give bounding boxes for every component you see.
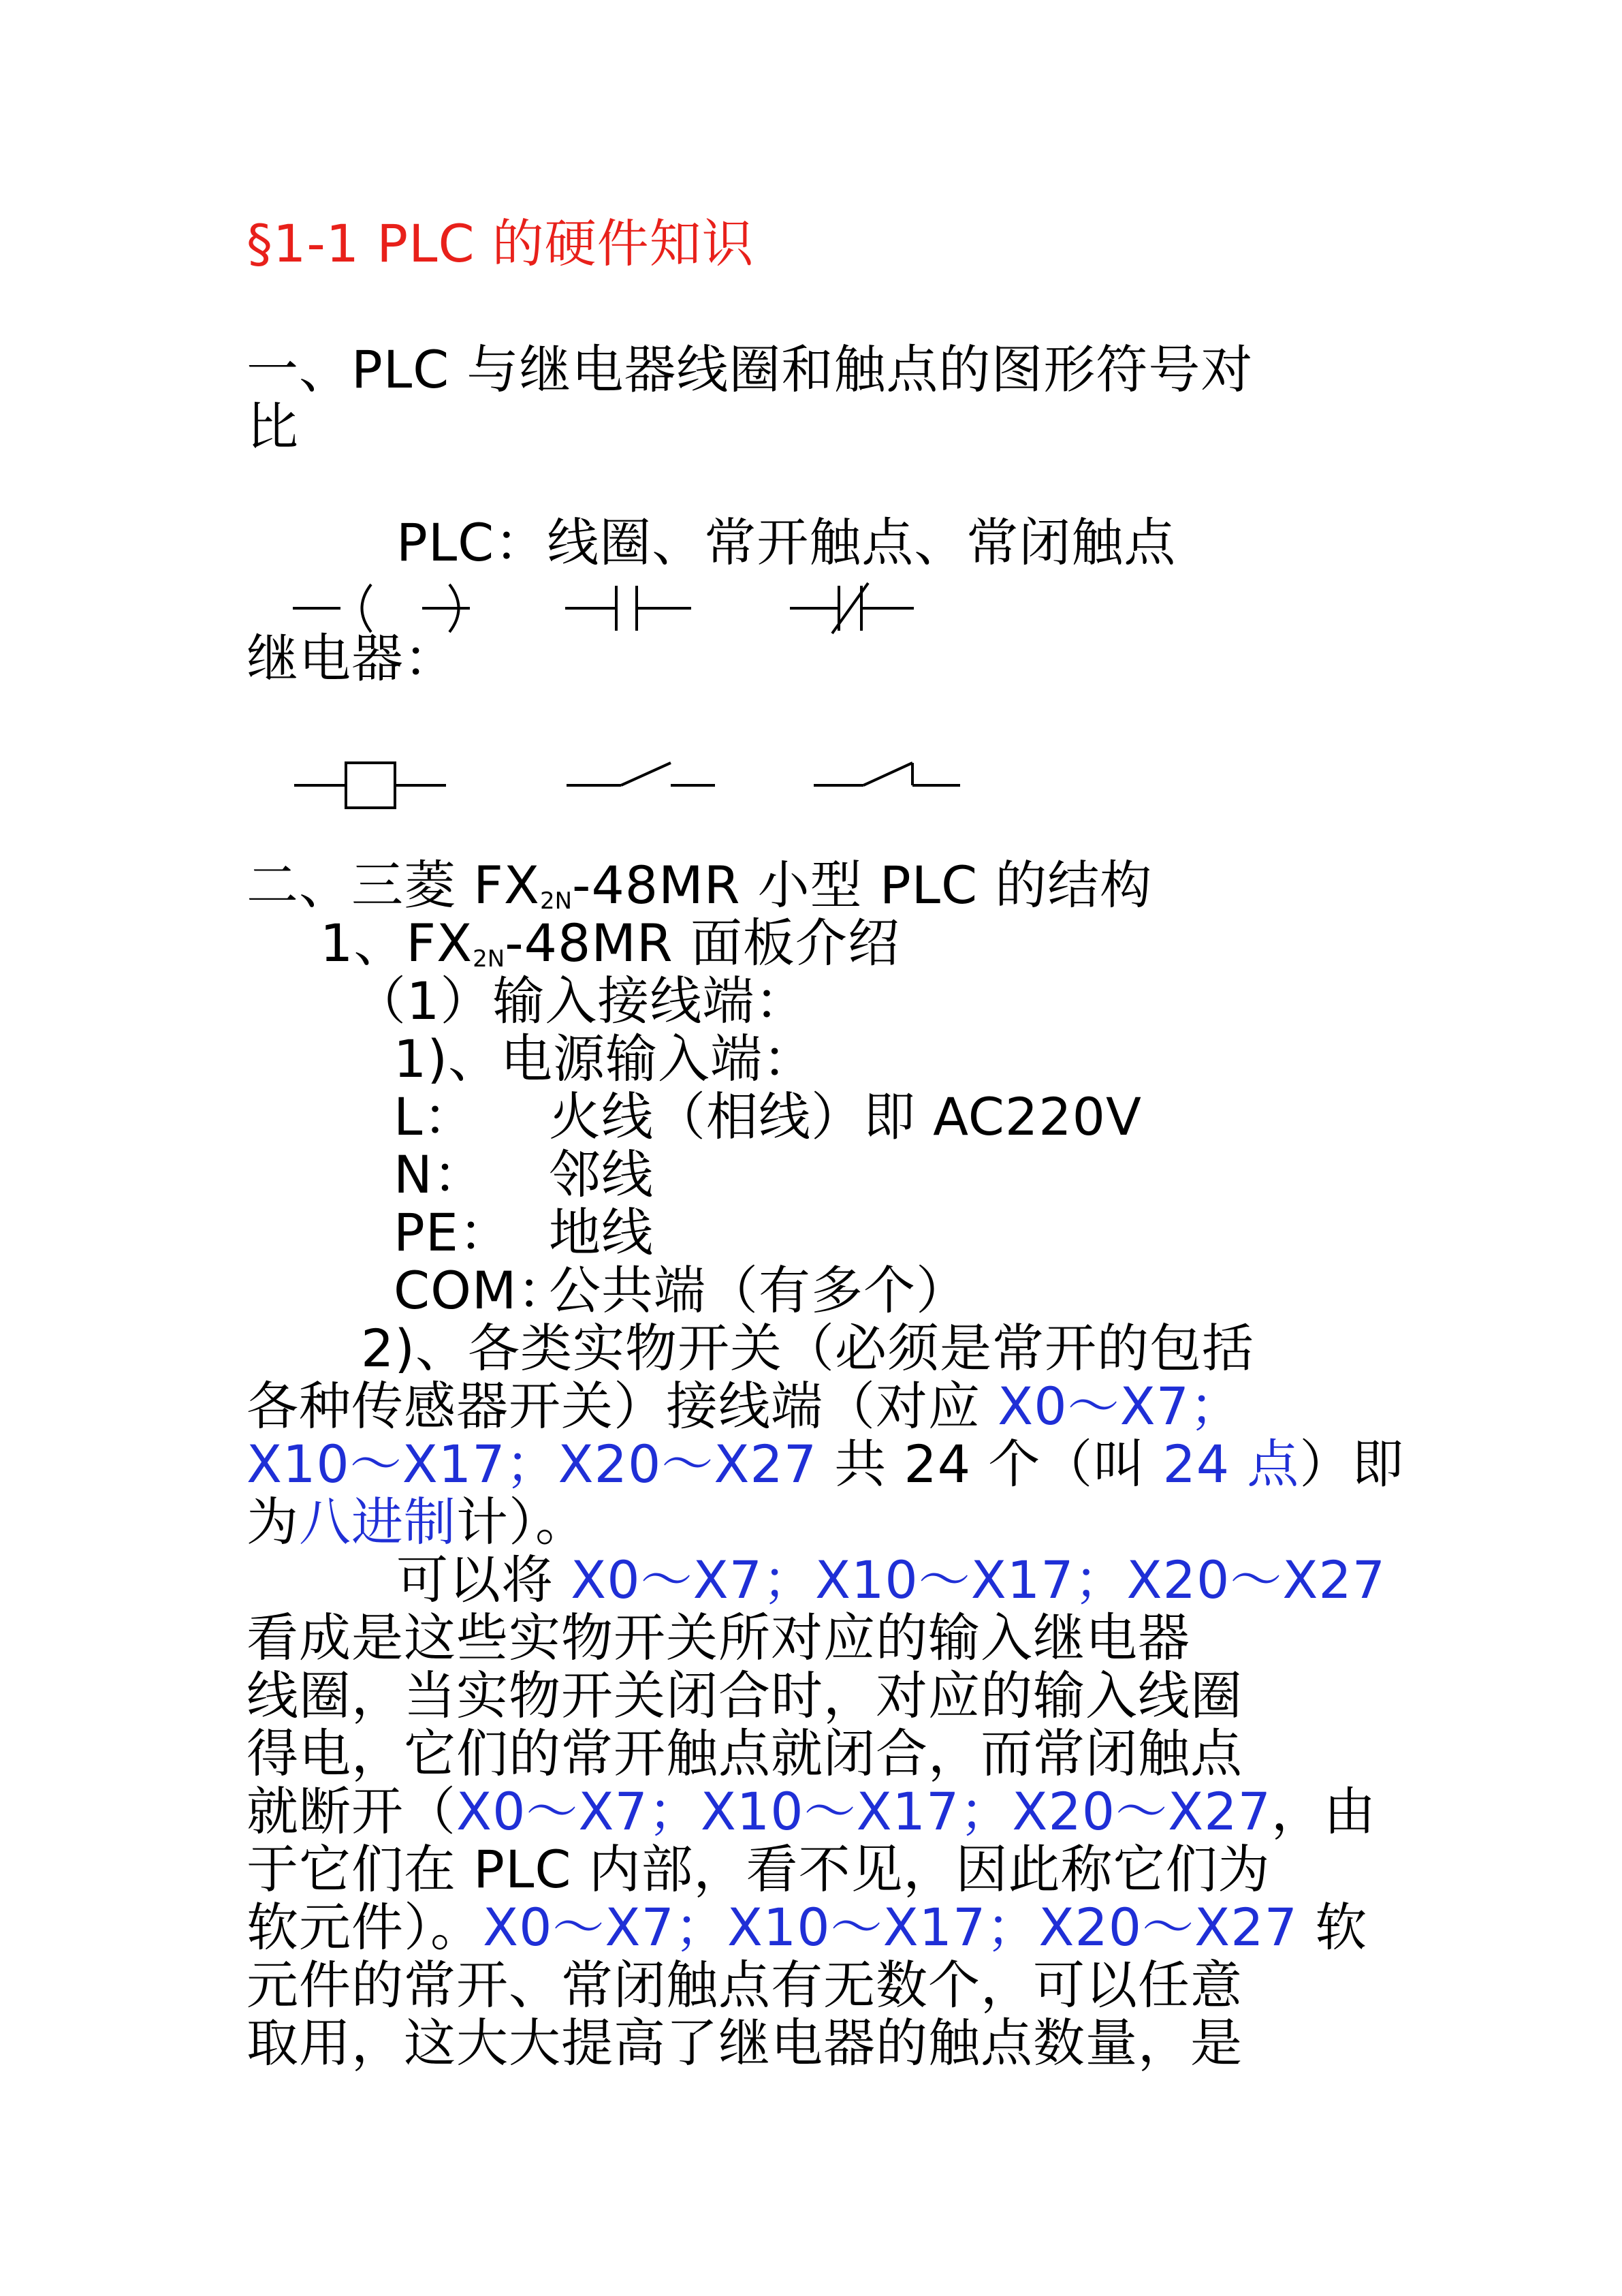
relay-nc-contact-symbol — [814, 763, 960, 785]
section-2-1: 1、$FX_{2N}-48MR$ 面板介绍 — [320, 913, 900, 973]
plc-nc-contact-symbol — [790, 583, 914, 633]
paragraph-soft-line5: 就断开（X0～X7；X10～X17；X20～X27，由 — [247, 1781, 1376, 1842]
relay-no-contact-symbol — [567, 763, 715, 785]
terminal-label: L： — [394, 1086, 476, 1147]
section-title: §1-1 PLC 的硬件知识 — [247, 213, 754, 274]
paragraph-soft-line1: 可以将 X0～X7；X10～X17；X20～X27 — [396, 1550, 1386, 1610]
terminal-row — [394, 1146, 654, 1204]
paragraph-switch-line2: 各种传感器开关）接线端（对应 X0～X7； — [247, 1376, 1243, 1436]
paragraph-soft-line9: 取用，这大大提高了继电器的触点数量，是 — [247, 2013, 1243, 2073]
terminal-desc: 地线 — [549, 1202, 654, 1263]
plc-no-contact-symbol — [565, 586, 691, 631]
paragraph-soft-line4: 得电，它们的常开触点就闭合，而常闭触点 — [247, 1723, 1243, 1784]
part1-heading-line1: 一、PLC 与继电器线圈和触点的图形符号对 — [247, 339, 1254, 400]
paragraph-soft-line2: 看成是这些实物开关所对应的输入继电器 — [247, 1607, 1190, 1668]
terminal-label: COM： — [394, 1260, 570, 1321]
part1-heading-line2: 比 — [247, 396, 299, 457]
terminal-row — [394, 1088, 1142, 1146]
terminal-row — [394, 1204, 654, 1261]
plc-symbols-label: PLC：线圈、常开触点、常闭触点 — [396, 512, 1177, 573]
terminal-label: PE： — [394, 1202, 511, 1263]
paragraph-soft-line8: 元件的常开、常闭触点有无数个，可以任意 — [247, 1955, 1243, 2015]
terminal-desc: 邻线 — [549, 1144, 654, 1205]
terminal-label: N： — [394, 1144, 486, 1205]
paragraph-soft-line3: 线圈，当实物开关闭合时，对应的输入线圈 — [247, 1665, 1243, 1726]
part2-heading: 二、三菱 $FX_{2N}-48MR$ 小型 PLC 的结构 — [247, 855, 1153, 915]
paragraph-switch-line4: 为八进制计）。 — [247, 1492, 588, 1552]
terminal-desc: 火线（相线）即 AC220V — [549, 1086, 1142, 1147]
section-power-input: 1)、电源输入端： — [394, 1028, 816, 1089]
section-2-1-1: （1）输入接线端： — [354, 971, 808, 1031]
paragraph-soft-line7: 软元件）。X0～X7；X10～X17；X20～X27 软 — [247, 1897, 1368, 1957]
paragraph-switch-line3: X10～X17；X20～X27 共 24 个（叫 24 点）即 — [247, 1434, 1405, 1494]
plc-coil-symbol — [293, 584, 470, 632]
relay-coil-symbol — [294, 763, 446, 808]
terminal-row — [394, 1262, 968, 1319]
paragraph-switch-line1: 2)、各类实物开关（必须是常开的包括 — [361, 1318, 1255, 1379]
paragraph-soft-line6: 于它们在 PLC 内部，看不见，因此称它们为 — [247, 1839, 1271, 1900]
terminal-desc: 公共端（有多个） — [549, 1260, 968, 1321]
symbol-diagram — [0, 0, 1622, 851]
relay-symbols-label: 继电器： — [247, 628, 456, 689]
